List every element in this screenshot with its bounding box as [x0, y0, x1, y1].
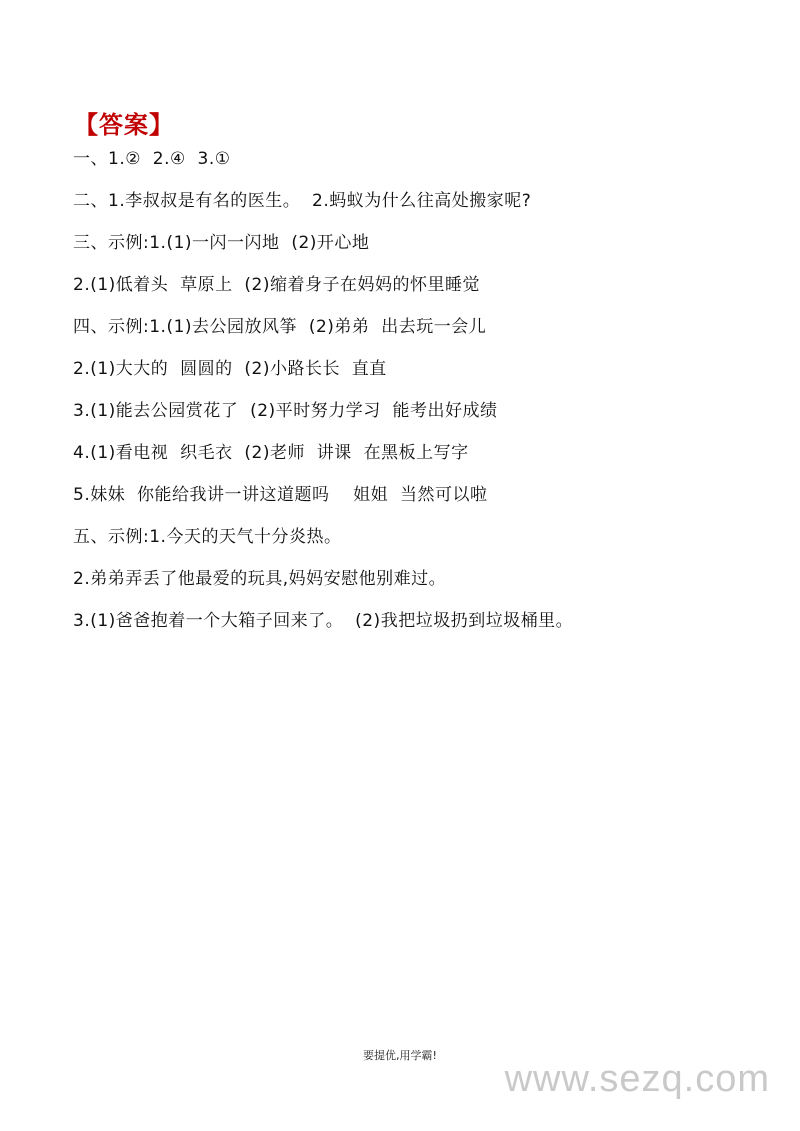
- answer-line-6: 2.(1)大大的 圆圆的 (2)小路长长 直直: [73, 359, 387, 379]
- site-watermark: www.sezq.com: [504, 1058, 770, 1100]
- answer-line-1: 一、1.② 2.④ 3.①: [73, 149, 231, 169]
- answer-line-2: 二、1.李叔叔是有名的医生。 2.蚂蚁为什么往高处搬家呢?: [73, 191, 532, 211]
- answer-line-8: 4.(1)看电视 织毛衣 (2)老师 讲课 在黑板上写字: [73, 443, 469, 463]
- answer-line-5: 四、示例:1.(1)去公园放风筝 (2)弟弟 出去玩一会儿: [73, 317, 487, 337]
- answer-line-9: 5.妹妹 你能给我讲一讲这道题吗 姐姐 当然可以啦: [73, 485, 488, 505]
- answer-line-3: 三、示例:1.(1)一闪一闪地 (2)开心地: [73, 233, 370, 253]
- answer-heading: 【答案】: [74, 111, 174, 139]
- answer-line-4: 2.(1)低着头 草原上 (2)缩着身子在妈妈的怀里睡觉: [73, 275, 480, 295]
- footer-note: 要提优,用学霸!: [363, 1049, 437, 1062]
- answer-list: [73, 146, 763, 650]
- answer-line-10: 五、示例:1.今天的天气十分炎热。: [73, 527, 342, 547]
- answer-line-7: 3.(1)能去公园赏花了 (2)平时努力学习 能考出好成绩: [73, 401, 498, 421]
- answer-line-11: 2.弟弟弄丢了他最爱的玩具,妈妈安慰他别难过。: [73, 569, 447, 589]
- answer-line-12: 3.(1)爸爸抱着一个大箱子回来了。 (2)我把垃圾扔到垃圾桶里。: [73, 611, 574, 631]
